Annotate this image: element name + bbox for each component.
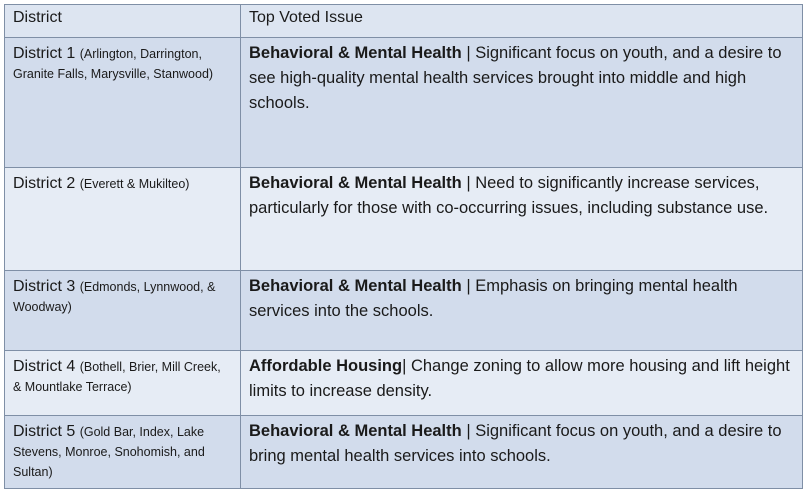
issue-cell (241, 271, 803, 351)
district-places: (Bothell, Brier, Mill Creek, & Mountlake Terrace) (13, 360, 221, 394)
header-district: District (5, 5, 241, 38)
district-name: District 5 (13, 423, 76, 440)
district-cell (5, 416, 241, 489)
issue-topic: Affordable Housing (249, 357, 403, 375)
district-places: (Everett & Mukilteo) (79, 177, 190, 191)
issue-detail: Need to significantly increase services, particularly for those with co-occurring issues, including substance use. (249, 174, 769, 217)
issue-cell (241, 38, 803, 168)
table-row (5, 168, 803, 271)
district-places: (Edmonds, Lynnwood, & Woodway) (13, 280, 216, 314)
issue-separator: | (461, 277, 476, 295)
district-cell (5, 168, 241, 271)
issue-detail: Change zoning to allow more housing and lift height limits to increase density. (249, 357, 790, 400)
issue-topic: Behavioral & Mental Health (249, 174, 462, 192)
district-name: District 1 (13, 45, 76, 62)
issue-separator: | (461, 174, 476, 192)
issue-cell (241, 416, 803, 489)
district-places: (Gold Bar, Index, Lake Stevens, Monroe, Snohomish, and Sultan) (13, 425, 205, 479)
issue-detail: Significant focus on youth, and a desire to bring mental health services into schools. (249, 422, 782, 465)
district-issues-table (4, 4, 803, 489)
table-row (5, 38, 803, 168)
issue-separator: | (402, 357, 411, 375)
issue-detail: Significant focus on youth, and a desire to see high-quality mental health services brought into middle and high schools. (249, 44, 782, 112)
table-row (5, 351, 803, 416)
issue-topic: Behavioral & Mental Health (249, 277, 462, 295)
district-cell (5, 351, 241, 416)
district-cell (5, 38, 241, 168)
district-name: District 4 (13, 358, 76, 375)
table-row (5, 271, 803, 351)
district-places: (Arlington, Darrington, Granite Falls, Marysville, Stanwood) (13, 47, 214, 81)
district-name: District 2 (13, 175, 76, 192)
issue-detail: Emphasis on bringing mental health services into the schools. (249, 277, 738, 320)
district-cell (5, 271, 241, 351)
table-header-row (5, 5, 803, 38)
header-top-voted-issue: Top Voted Issue (241, 5, 803, 38)
issue-separator: | (461, 422, 476, 440)
issue-separator: | (461, 44, 476, 62)
issue-cell (241, 168, 803, 271)
issue-topic: Behavioral & Mental Health (249, 44, 462, 62)
district-name: District 3 (13, 278, 76, 295)
table-row (5, 416, 803, 489)
issue-cell (241, 351, 803, 416)
issue-topic: Behavioral & Mental Health (249, 422, 462, 440)
